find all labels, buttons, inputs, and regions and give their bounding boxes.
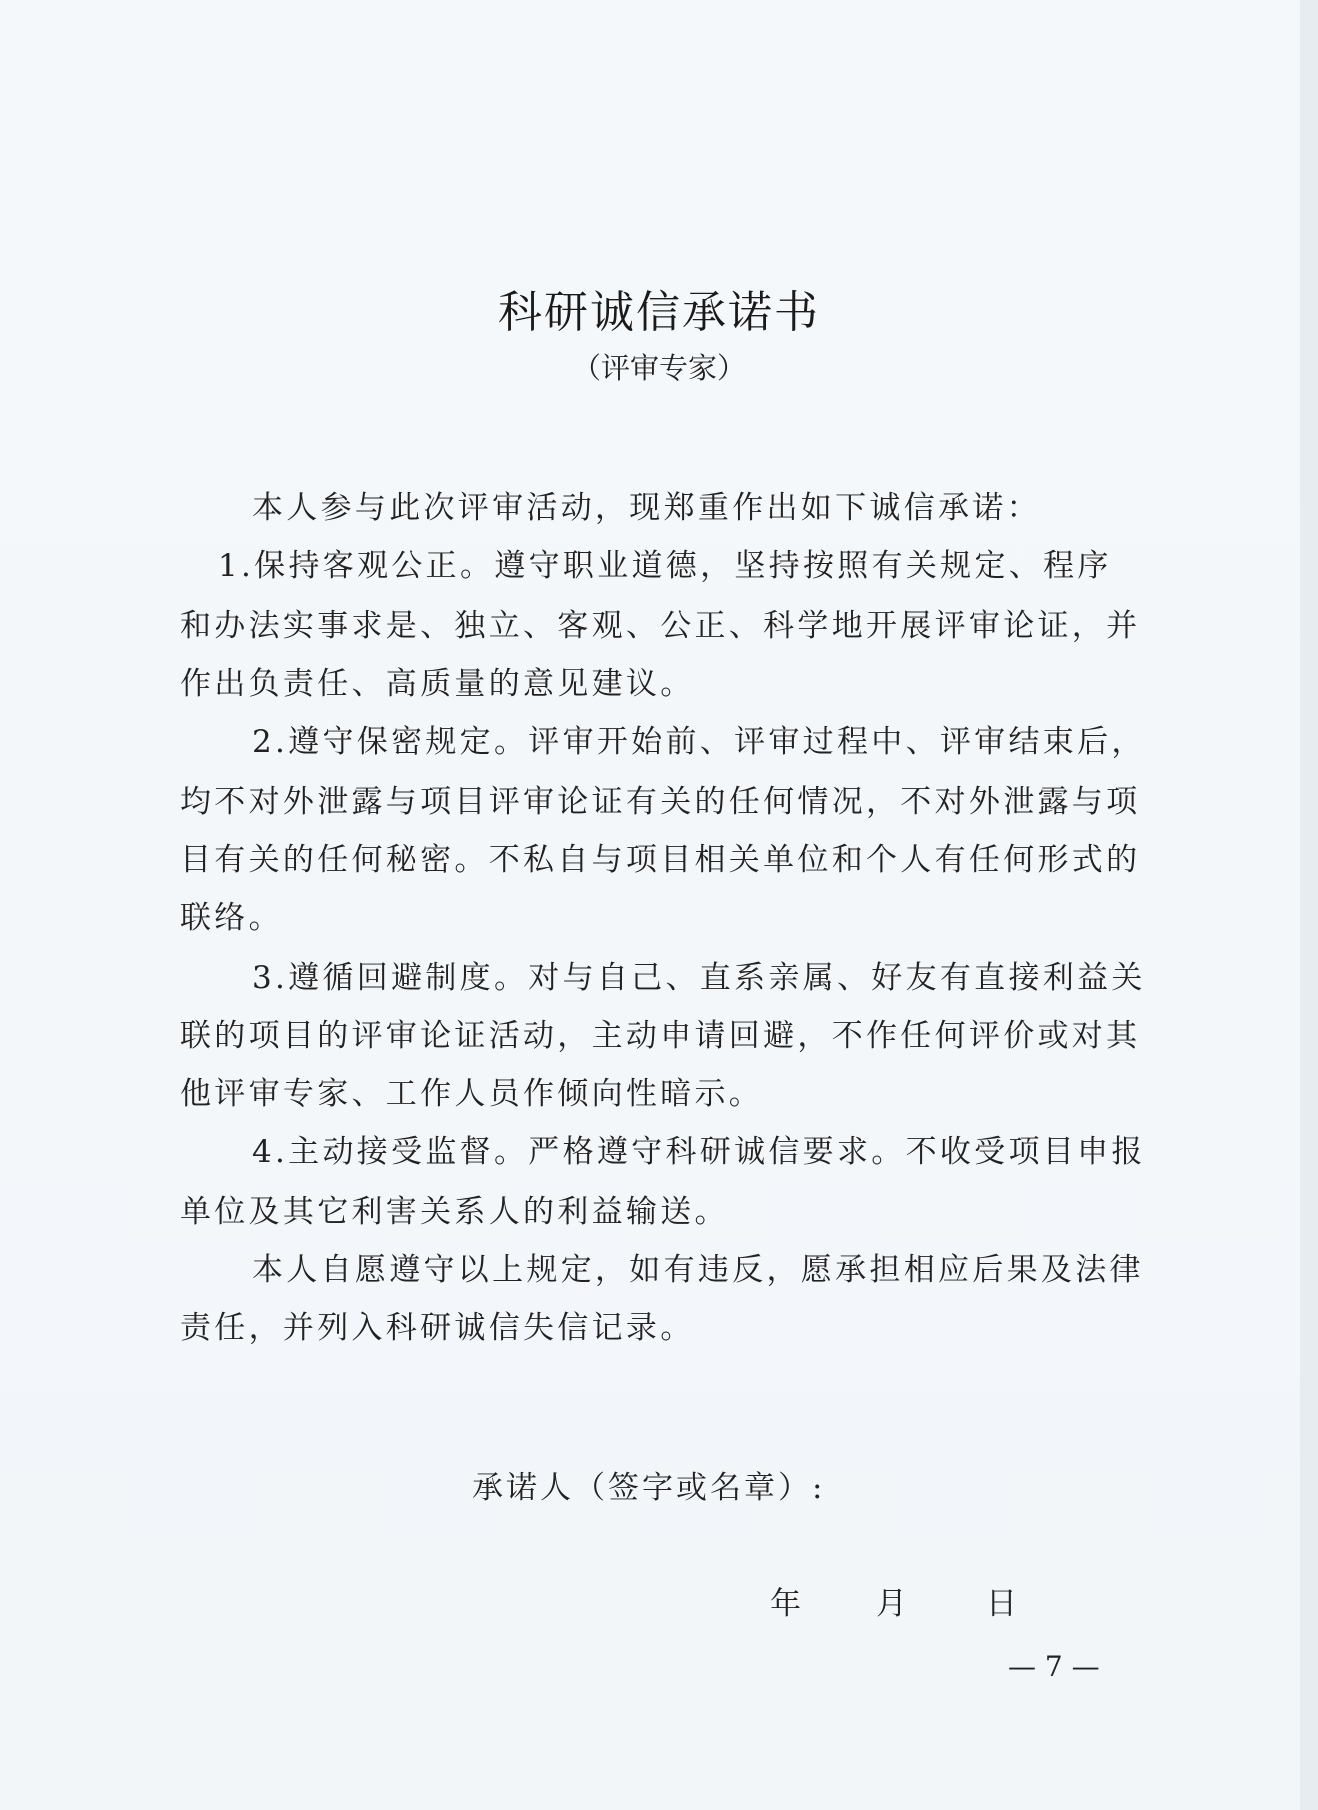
body-line-item2-b: 均不对外泄露与项目评审论证有关的任何情况，不对外泄露与项	[180, 784, 1141, 820]
bleed-through-title	[480, 200, 493, 246]
body-line-item2-d: 联络。	[180, 900, 283, 936]
document-subtitle: （评审专家）	[571, 351, 746, 385]
signature-label: 承诺人（签字或名章）:	[472, 1470, 826, 1506]
document-title: 科研诚信承诺书	[498, 287, 820, 338]
body-line-closing-a: 本人自愿遵守以上规定，如有违反，愿承担相应后果及法律	[252, 1252, 1144, 1288]
body-line-item3-a: 3.遵循回避制度。对与自己、直系亲属、好友有直接利益关	[252, 960, 1146, 996]
page-number: — 7 —	[1008, 1650, 1100, 1683]
body-line-item4-a: 4.主动接受监督。严格遵守科研诚信要求。不收受项目申报	[252, 1134, 1146, 1170]
body-line-closing-b: 责任，并列入科研诚信失信记录。	[180, 1310, 695, 1346]
page-edge-shadow	[1300, 0, 1318, 1810]
date-month-label: 月	[876, 1586, 907, 1622]
date-year-label: 年	[770, 1586, 801, 1622]
body-line-item2-a: 2.遵守保密规定。评审开始前、评审过程中、评审结束后，	[252, 724, 1146, 760]
body-line-item3-c: 他评审专家、工作人员作倾向性暗示。	[180, 1076, 764, 1112]
body-line-item4-b: 单位及其它利害关系人的利益输送。	[180, 1194, 729, 1230]
body-line-intro: 本人参与此次评审活动，现郑重作出如下诚信承诺：	[252, 490, 1041, 526]
body-line-item3-b: 联的项目的评审论证活动，主动申请回避，不作任何评价或对其	[180, 1018, 1141, 1054]
body-line-item1-c: 作出负责任、高质量的意见建议。	[180, 666, 695, 702]
body-line-item2-c: 目有关的任何秘密。不私自与项目相关单位和个人有任何形式的	[180, 842, 1141, 878]
body-line-item1-b: 和办法实事求是、独立、客观、公正、科学地开展评审论证，并	[180, 608, 1141, 644]
body-line-item1-a: 1.保持客观公正。遵守职业道德，坚持按照有关规定、程序	[218, 548, 1112, 584]
date-day-label: 日	[986, 1586, 1017, 1622]
